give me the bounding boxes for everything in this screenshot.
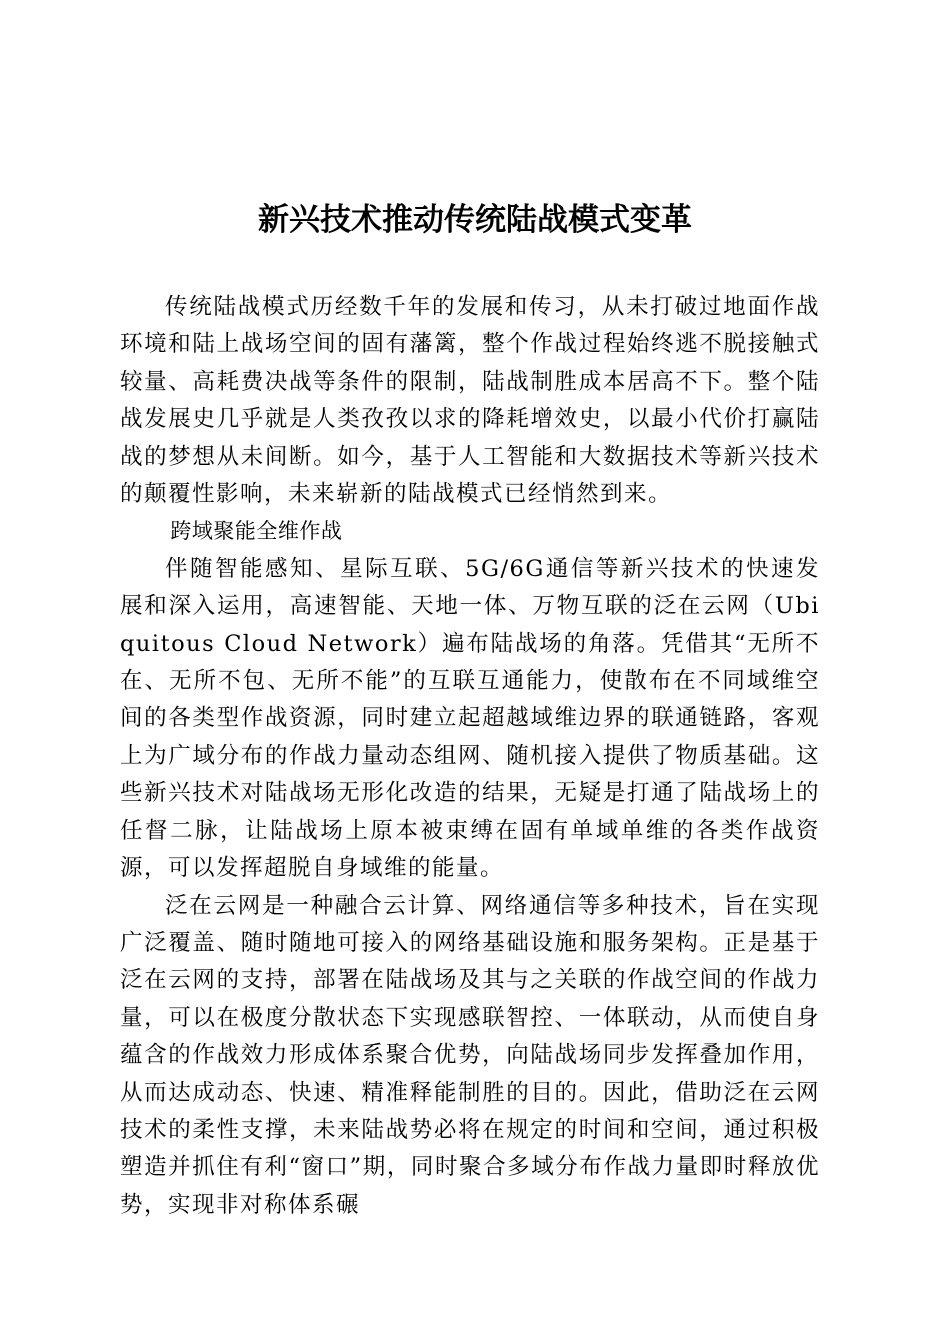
section-paragraph-2: 泛在云网是一种融合云计算、网络通信等多种技术，旨在实现广泛覆盖、随时随地可接入的网络基础设施和服务架构。正是基于泛在云网的支持，部署在陆战场及其与之关联的作战空间的作战力量，可以在极度分散状态下实现感联智控、一体联动，从而使自身蕴含的作战效力形成体系聚合优势，向陆战场同步发挥叠加作用，从而达成动态、快速、精准释能制胜的目的。因此，借助泛在云网技术的柔性支撑，未来陆战势必将在规定的时间和空间，通过积极塑造并抓住有利“窗口”期，同时聚合多域分布作战力量即时释放优势，实现非对称体系碾 — [120, 892, 820, 1218]
section-paragraph-1: 伴随智能感知、星际互联、5G/6G通信等新兴技术的快速发展和深入运用，高速智能、天地一体、万物互联的泛在云网（Ubiquitous Cloud Network）遍布陆战场的角落。凭借其“无所不在、无所不包、无所不能”的互联互通能力，使散布在不同域维空间的各类型作战资源，同时建立起超越域维边界的联通链路，客观上为广域分布的作战力量动态组网、随机接入提供了物质基础。这些新兴技术对陆战场无形化改造的结果，无疑是打通了陆战场上的任督二脉，让陆战场上原本被束缚在固有单域单维的各类作战资源，可以发挥超脱自身域维的能量。 — [120, 555, 820, 882]
intro-paragraph: 传统陆战模式历经数千年的发展和传习，从未打破过地面作战环境和陆上战场空间的固有藩篱，整个作战过程始终逃不脱接触式较量、高耗费决战等条件的限制，陆战制胜成本居高不下。整个陆战发展史几乎就是人类孜孜以求的降耗增效史，以最小代价打赢陆战的梦想从未间断。如今，基于人工智能和大数据技术等新兴技术的颠覆性影响，未来崭新的陆战模式已经悄然到来。 — [120, 294, 820, 508]
document-body — [120, 289, 820, 1224]
section-heading: 跨域聚能全维作战 — [170, 519, 343, 544]
document-title: 新兴技术推动传统陆战模式变革 — [258, 202, 692, 238]
